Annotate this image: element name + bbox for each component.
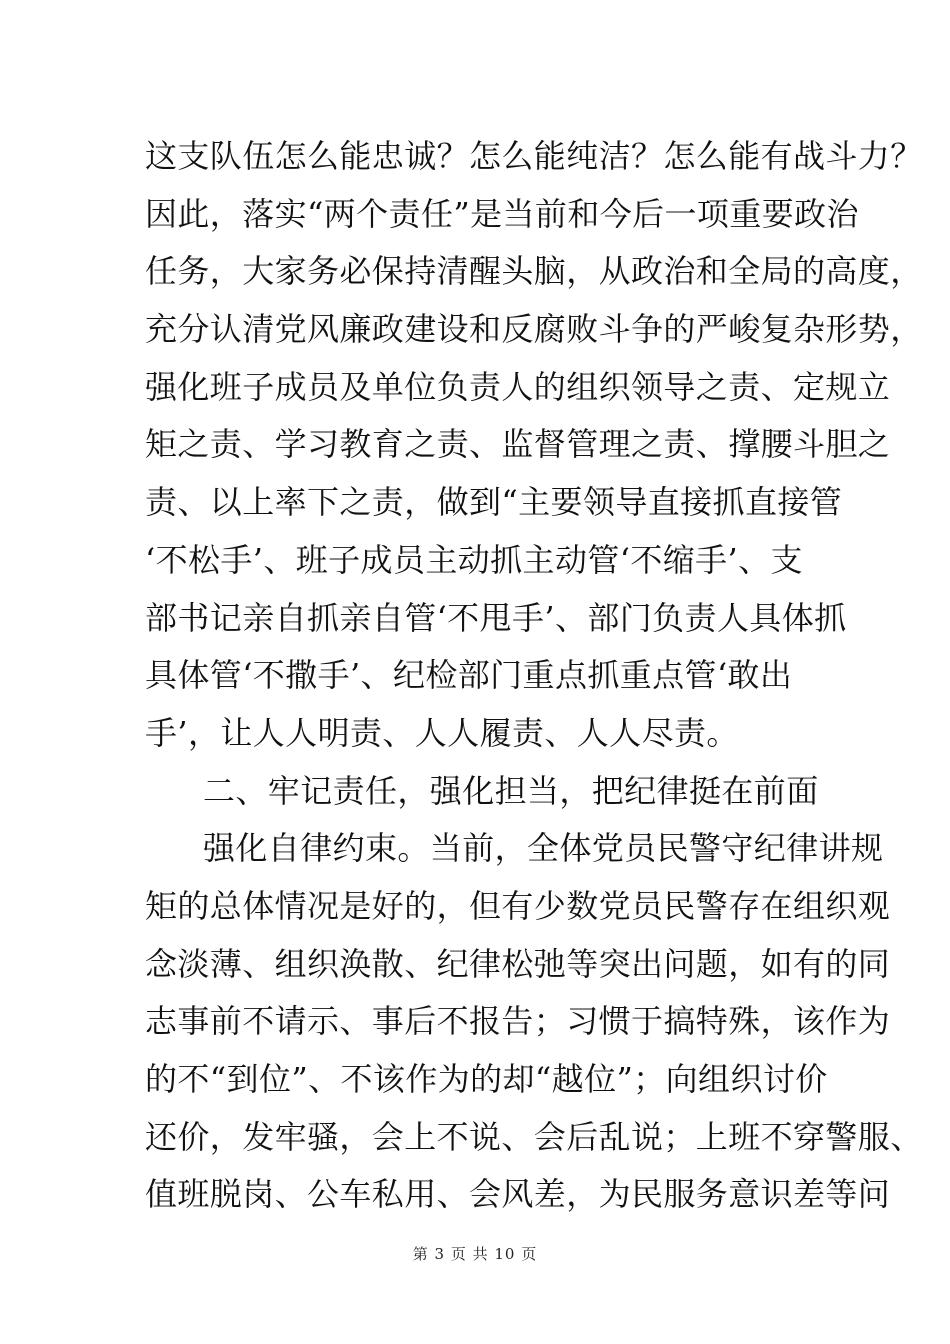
body-text	[145, 128, 923, 1224]
text-line-3: 任务，大家务必保持清醒头脑，从政治和全局的高度，	[145, 252, 923, 291]
text-line-19: 值班脱岗、公车私用、会风差，为民服务意识差等问	[145, 1175, 891, 1214]
text-line-15: 念淡薄、组织涣散、纪律松弛等突出问题，如有的同	[145, 944, 891, 983]
text-line-7: 责、以上率下之责，做到“主要领导直接抓直接管	[145, 483, 843, 522]
text-line-16: 志事前不请示、事后不报告；习惯于搞特殊，该作为	[145, 1002, 891, 1041]
text-line-5: 强化班子成员及单位负责人的组织领导之责、定规立	[145, 367, 891, 406]
section-heading: 二、牢记责任，强化担当，把纪律挺在前面	[203, 771, 819, 810]
text-line-13: 强化自律约束。当前，全体党员民警守纪律讲规	[203, 829, 884, 868]
page-number-footer: 第 3 页 共 10 页	[412, 1245, 538, 1263]
text-line-9: 部书记亲自抓亲自管‘不甩手’、部门负责人具体抓	[145, 598, 847, 637]
text-line-8: ‘不松手’、班子成员主动抓主动管‘不缩手’、支	[145, 540, 803, 579]
text-line-11: 手’，让人人明责、人人履责、人人尽责。	[145, 713, 739, 752]
text-line-18: 还价，发牢骚，会上不说、会后乱说；上班不穿警服、	[145, 1117, 923, 1156]
text-line-6: 矩之责、学习教育之责、监督管理之责、撑腰斗胆之	[145, 425, 891, 464]
text-line-14: 矩的总体情况是好的，但有少数党员民警存在组织观	[145, 886, 891, 925]
text-line-10: 具体管‘不撒手’、纪检部门重点抓重点管‘敢出	[145, 656, 793, 695]
text-line-1: 这支队伍怎么能忠诚？怎么能纯洁？怎么能有战斗力？	[145, 137, 923, 175]
text-line-2: 因此，落实“两个责任”是当前和今后一项重要政治	[145, 194, 859, 233]
text-line-17: 的不“到位”、不该作为的却“越位”；向组织讨价	[145, 1060, 828, 1098]
text-line-4: 充分认清党风廉政建设和反腐败斗争的严峻复杂形势，	[145, 310, 923, 349]
